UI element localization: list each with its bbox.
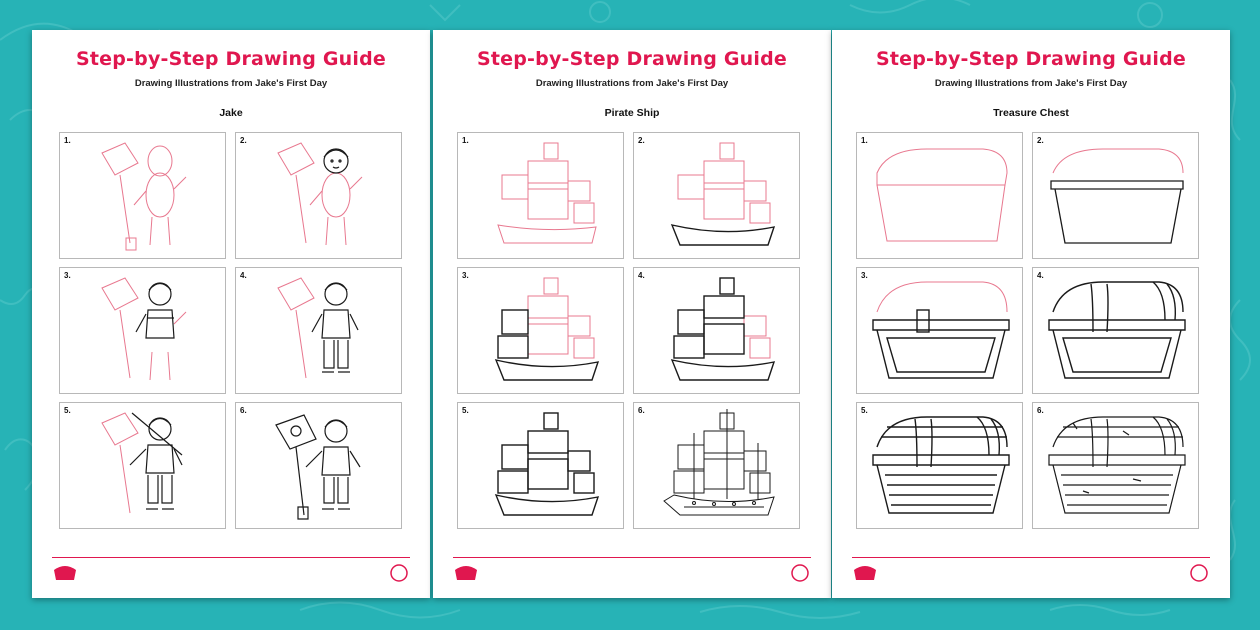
step-number: 5. xyxy=(861,406,868,415)
step-number: 2. xyxy=(1037,136,1044,145)
brand-mark-icon xyxy=(1188,562,1210,584)
chest-step-5-drawing xyxy=(857,403,1024,530)
jake-step-4-drawing xyxy=(236,268,403,395)
step-number: 4. xyxy=(1037,271,1044,280)
step-panel-5 xyxy=(457,402,624,529)
worksheet-treasure-chest xyxy=(832,30,1230,598)
ship-step-3-drawing xyxy=(458,268,625,395)
step-number: 6. xyxy=(638,406,645,415)
twinkl-logo-icon xyxy=(453,562,479,584)
sheet-title: Step-by-Step Drawing Guide xyxy=(876,48,1186,70)
sheet-subtitle: Drawing Illustrations from Jake's First Day xyxy=(535,78,729,89)
step-number: 5. xyxy=(462,406,469,415)
step-number: 6. xyxy=(240,406,247,415)
step-number: 3. xyxy=(64,271,71,280)
footer-divider xyxy=(453,557,811,558)
step-number: 1. xyxy=(64,136,71,145)
step-panel-2 xyxy=(235,132,402,259)
jake-step-6-drawing xyxy=(236,403,403,530)
step-number: 1. xyxy=(462,136,469,145)
ship-step-4-drawing xyxy=(634,268,801,395)
twinkl-logo-icon xyxy=(52,562,78,584)
step-number: 1. xyxy=(861,136,868,145)
sheet-subtitle: Drawing Illustrations from Jake's First Day xyxy=(934,78,1128,89)
footer-divider xyxy=(852,557,1210,558)
ship-step-6-drawing xyxy=(634,403,801,530)
brand-mark-icon xyxy=(789,562,811,584)
step-number: 4. xyxy=(638,271,645,280)
sheet-title: Step-by-Step Drawing Guide xyxy=(477,48,787,70)
step-panel-4 xyxy=(235,267,402,394)
section-title: Jake xyxy=(219,107,243,119)
section-title: Pirate Ship xyxy=(604,107,660,119)
step-panel-1 xyxy=(457,132,624,259)
step-number: 2. xyxy=(638,136,645,145)
step-panel-1 xyxy=(856,132,1023,259)
step-panel-4 xyxy=(633,267,800,394)
ship-step-2-drawing xyxy=(634,133,801,260)
step-panel-3 xyxy=(457,267,624,394)
sheet-title: Step-by-Step Drawing Guide xyxy=(76,48,386,70)
step-panel-4 xyxy=(1032,267,1199,394)
worksheet-pirate-ship xyxy=(433,30,831,598)
step-panel-6 xyxy=(235,402,402,529)
step-number: 4. xyxy=(240,271,247,280)
step-panel-2 xyxy=(633,132,800,259)
step-number: 5. xyxy=(64,406,71,415)
step-number: 3. xyxy=(462,271,469,280)
sheet-subtitle: Drawing Illustrations from Jake's First Day xyxy=(134,78,328,89)
step-number: 2. xyxy=(240,136,247,145)
step-panel-3 xyxy=(856,267,1023,394)
jake-step-3-drawing xyxy=(60,268,227,395)
worksheet-jake xyxy=(32,30,430,598)
twinkl-logo-icon xyxy=(852,562,878,584)
jake-step-5-drawing xyxy=(60,403,227,530)
chest-step-4-drawing xyxy=(1033,268,1200,395)
chest-step-3-drawing xyxy=(857,268,1024,395)
footer-divider xyxy=(52,557,410,558)
step-number: 6. xyxy=(1037,406,1044,415)
section-title: Treasure Chest xyxy=(993,107,1069,119)
step-panel-5 xyxy=(856,402,1023,529)
step-panel-6 xyxy=(1032,402,1199,529)
step-panel-5 xyxy=(59,402,226,529)
step-number: 3. xyxy=(861,271,868,280)
ship-step-5-drawing xyxy=(458,403,625,530)
step-panel-6 xyxy=(633,402,800,529)
jake-step-1-drawing xyxy=(60,133,227,260)
chest-step-2-drawing xyxy=(1033,133,1200,260)
chest-step-6-drawing xyxy=(1033,403,1200,530)
chest-step-1-drawing xyxy=(857,133,1024,260)
brand-mark-icon xyxy=(388,562,410,584)
jake-step-2-drawing xyxy=(236,133,403,260)
step-panel-1 xyxy=(59,132,226,259)
step-panel-3 xyxy=(59,267,226,394)
ship-step-1-drawing xyxy=(458,133,625,260)
step-panel-2 xyxy=(1032,132,1199,259)
